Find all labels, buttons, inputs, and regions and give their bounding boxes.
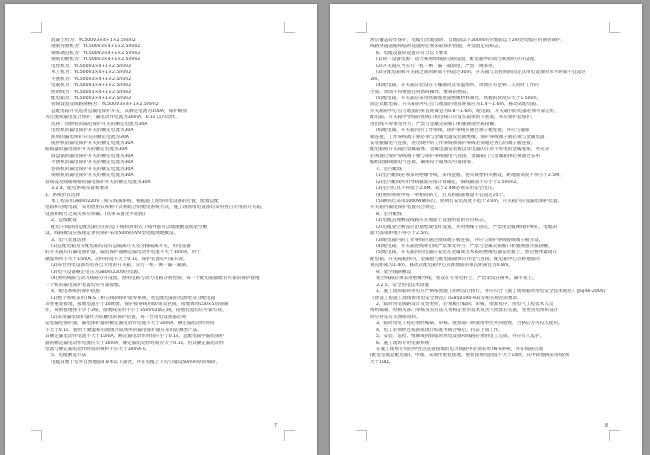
text-line: 安装漏电保护器，漏电保护器的额定漏电动作电流不大于30mA，额定漏电动作时间 xyxy=(45,321,215,327)
text-line: 3、电气装置选择 xyxy=(51,237,87,243)
text-line: 在施工现场专用的中性点直接接地的电力线路中必须采用TN-S系统，并在线路首端 xyxy=(376,347,544,352)
text-line: 6、施工现场专用电源系统 xyxy=(376,340,430,346)
text-line: 大于10Ω。 xyxy=(370,359,394,365)
crop-mark xyxy=(609,22,620,33)
text-line: (1)同一设备电源：动力和照明线路分路设置，配电箱中的动力和照明分开设置。 xyxy=(376,57,539,63)
text-line: 安装板做电气连接，进出线中的工作零线和保护零线必须通过各自的端子板连接。 xyxy=(370,141,536,146)
text-line: 固定式配电箱、开关箱的中心点与地面的垂直距离应为1.4～1.6m，移动式配电箱、 xyxy=(370,102,541,108)
text-line: 配电箱和开关箱的金属箱体、金属电器安装板以及电器的正常不带电的金属底座、外壳等 xyxy=(370,147,550,153)
text-line: (2)室内配线所用导线截面应按计算确定，铜线截面不应小于1.5mm2。 xyxy=(376,179,522,185)
text-line: (5)配电箱、开关箱应采用铁板或优质绝缘材料制作，铁板的厚度应大于1.5mm， xyxy=(376,95,542,101)
text-line: 5、电缆敷设方法 xyxy=(51,353,87,359)
text-line: 平刨机的漏电保护开关的额定电流为30A xyxy=(51,160,134,166)
page-number: 8 xyxy=(604,423,608,429)
text-line: 电锯机为：YC500V3×4+1×2.5mm2 xyxy=(51,83,132,89)
text-line: (2)电缆架空敷设应沿墙壁或电杆设置，并用绝缘子固定，严禁用金属裸线作绑扎，电缆的 xyxy=(376,224,558,230)
text-line: 5、安装、巡检、维修或拆除临时用电设备和线路必须由电工完成，并应有人监护。 xyxy=(376,334,545,340)
text-line: 不大于0.1s，使用于潮湿和有腐蚀介质场所的漏电保护器应采用防溅型产品。 xyxy=(45,327,202,333)
text-line: (2)开关箱应当实行一机一闸一漏一箱制度，严禁一闸多用。 xyxy=(376,63,498,69)
text-line: 卷扬机的漏电保护开关的额定电流为30A xyxy=(51,166,134,172)
text-line: 等处重复接地，接地电阻小于10欧姆，保护接零线用绿/黄双色线，接地体用L50×5角钢制 xyxy=(45,301,229,307)
text-line: 总配电箱开关选用总漏电保护开关，其额定电流为100A，保护级别 xyxy=(51,108,187,114)
text-line: 选择：切断机的漏电保护开关的额定电流为30A xyxy=(51,121,148,127)
text-line: 4、配电系统的保护措施 xyxy=(51,289,100,295)
text-line: 然后覆盖砖作保护，电缆引出地面时，自地面以下200mm至地面以上2m处电缆应用钢管保护， xyxy=(370,38,566,43)
text-line: 组织编制，经相关部门审核及具有法人资格企业的技术负责人批准后实施，变更用电组织设计 xyxy=(370,308,559,314)
text-line: 配电干线除由总配电箱引出的总干线和放射式干线外都可以埋地敷设或架空敷 xyxy=(51,224,208,230)
text-line: 器的额定漏电动作电流应大于30mA，额定漏电动作时间应大于0.1s，但其额定漏电动作 xyxy=(45,340,225,346)
text-line: (配电室或总配电箱)、中端、末端作重复接地，重复接地电阻值不大于10欧，其中接地线采用绿/黄 xyxy=(370,353,570,359)
crop-mark xyxy=(31,22,42,33)
crop-mark xyxy=(284,22,295,33)
text-line: (1)总配电箱及分配电箱均设有总隔离开关及分路隔离开关，用电设备 xyxy=(51,244,191,249)
page-body xyxy=(370,38,608,366)
text-line: 钢筋切断机为：YC500V3×4+1×2.5mm2 xyxy=(51,57,141,63)
text-line: 作，每组接地体不少于2根，接地线采用不小于35mm2铜芯线，接地装置均应可靠有效。 xyxy=(45,308,227,314)
text-line: 电焊机的漏电保护开关的额定电流为30A xyxy=(51,128,134,134)
text-line: 3m。 xyxy=(370,76,382,82)
text-line: 配电箱、开关箱箱体内，金属板与配电箱箱体应作电气连接，配电箱中心点距地面的 xyxy=(370,256,540,262)
text-line: (5)碘钨灯采用1000W碘钨灯，照明灯安装高度不低于3.0m，开关箱内应设漏电保护装置。 xyxy=(376,198,563,204)
text-line: 振捣器的漏电保护开关的额定电流为30A xyxy=(45,147,128,153)
text-line: 电焊机为：YC500V3×4+1×2.5mm2 xyxy=(51,63,132,69)
text-line: (2)每台用电设备均有各自专用的开关箱，实行一机一闸一漏一箱制。 xyxy=(51,263,191,269)
text-line: 开关箱的中心点与地面的垂直距离宜为0.8～1.6m，配电箱、开关箱内的电器必须可靠完好， xyxy=(370,108,560,114)
text-line: (3)配电箱内的工作零线应通过接线端子板连接，并应与保护零线接线端子板分设。 xyxy=(376,237,544,243)
text-line: 管线设及线路规格的漏电保护开关的额定电流为30A xyxy=(45,179,151,185)
text-line: 线路穿越道路和临时设施时必须采取保护措施，并设置走向标志。 xyxy=(370,44,504,50)
text-line: 时应补充有关图纸资料。 xyxy=(370,314,421,320)
text-line: 照明的漏电保护开关的额定电流为30A xyxy=(51,134,129,140)
text-line: 进出线不得承受外力，严禁与金属尖锐断口和强腐蚀介质接触。 xyxy=(370,121,499,127)
text-line: 架空线路必须采用绝缘导线，架设在专用电杆上，严禁架设在树木、脚手架上。 xyxy=(376,276,537,282)
text-line: 电缆直埋于室外自然地面0.8米以下深处，并在电缆上下均匀铺设50mm厚的细砂， xyxy=(51,359,221,365)
text-line: 6、电缆设备的设置应符合以下要求 xyxy=(376,50,448,56)
text-line: 钢筋弯曲机为：YC500V3×4+1×2.5mm2 xyxy=(51,44,141,50)
text-line: 必须通过保护零线端子板与保护零线做电气连接，金属箱门与金属箱体必须通过采用 xyxy=(370,153,540,159)
text-line: 相连接，工作零线端子板必须与金属电器安装板绝缘，保护零线端子板必须与金属电器 xyxy=(370,134,545,140)
text-line: 圆盘锯的漏电保护开关的额定电流为30A xyxy=(51,153,134,159)
text-line: 钢筋机的漏电保护开关的额定电流为30A xyxy=(51,173,134,179)
text-line: 1、施工现场临时用电应严格按照施工组织设计执行，并应符合《施工现场临时用电安全技术规范》(JGJ46-2005) xyxy=(376,289,606,295)
text-line: 设备和相互之间关系应明确。(具体布置见平面图) xyxy=(45,211,146,217)
text-line: 钢筋调直机为：YC500V3×4+1×2.5mm2 xyxy=(51,50,141,56)
text-line: 电流与额定漏电动作时间的乘积不应大于30mA·s。 xyxy=(45,347,150,352)
text-line: 7、室内配线 xyxy=(376,166,402,172)
text-line: (4)照明线路与动力线路分开设置，照明电路与动力电路分别控制，每一个配电箱都配有可靠的保护接地 xyxy=(51,276,260,282)
text-line: 配电箱、开关箱中导线的进线口和出线口应设在箱体的下底面，并应加护套保护， xyxy=(370,115,536,121)
crop-mark xyxy=(31,430,42,441)
document-page-left xyxy=(5,4,317,455)
page-body xyxy=(45,38,283,366)
text-line: 设，线路敷设应按规定穿管保护采用500V的VV型电缆埋地敷设。 xyxy=(45,231,179,237)
text-line: (1)电缆直埋敷设线路应在地面上设置明显的方位标志。 xyxy=(376,218,489,224)
page-number: 7 xyxy=(273,423,277,429)
text-line: 4、电工必须经过按国家现行标准考核合格后，持证上岗工作。 xyxy=(376,327,503,333)
text-line: 混凝土机为：YC500V3×4+1×2.5mm2 xyxy=(51,38,136,43)
text-line: 一个机的漏电保护装置均应可靠接地。 xyxy=(45,282,124,288)
text-line: 空间，周围不得堆放任何妨碍操作、维修的物品。 xyxy=(370,89,472,95)
text-line: (2)采用漏电保护器作为防触电的保护装置，每一台用电设备都必须 xyxy=(51,314,187,320)
text-line: 木工机为：YC500V3×4+1×2.5mm2 xyxy=(51,70,132,76)
text-line: 《建设工程施工现场供用电安全规范》(GB50194-93)等相关规范的要求。 xyxy=(370,295,522,301)
text-line: 搅拌机的漏电保护开关的额定电流为30A xyxy=(51,141,134,146)
text-line: (4)照明系统中每一单相回路上，灯具和插座数量不宜超过25个。 xyxy=(376,192,508,198)
text-line: 3.2.5、安全用电技术措施 xyxy=(376,282,430,288)
text-line: 开关箱内漏电保护装置符合规定。 xyxy=(370,205,439,211)
crop-mark xyxy=(284,430,295,441)
text-line: 2、总线配设 xyxy=(51,218,77,224)
text-line: 照明线为：YC500V3×4+1×2.5mm2 xyxy=(51,89,132,95)
document-page-right xyxy=(330,4,642,455)
text-line: 3.2.4、配电系统布置和要求 xyxy=(51,186,109,192)
text-line: 其额定漏电动作电流不大于15mA，额定漏电动作时间应小于0.1s，总配电箱中漏电保护 xyxy=(45,334,225,340)
crop-mark xyxy=(356,430,367,441)
crop-mark xyxy=(356,22,367,33)
text-line: (6)配电箱、开关箱内的工作零线、保护零线应通过端子板连接，并应与插座 xyxy=(376,128,530,134)
text-line: 3、临时用电工程必须经编制、审核、批准部门和使用单位共同验收，合格后方可投入使用。 xyxy=(376,321,563,327)
text-line: 为过流和漏电复合保护，漏电动作电流为30mA，0.1s 以内动作。 xyxy=(45,115,180,121)
text-line: 9、架空线路敷设 xyxy=(376,269,412,275)
text-line: (3)室内灯具不得低于2.4M，低于2.4M必须采用安全电压。 xyxy=(376,186,497,192)
text-line: 平刨机为：YC500V3×4+1×2.5mm2 xyxy=(51,76,132,82)
text-line: (3)分配电箱和开关箱之间的距离不得超过30m，开关箱与其控制的固定式用电设备的水平距离不宜超过 xyxy=(376,70,586,76)
text-line: 潮湿场所不大于15mA，动作时间不大于0.1s，保护装置均可靠有效。 xyxy=(45,256,188,262)
text-line: 8、室外配线 xyxy=(376,211,402,217)
text-line: 垂直距离为1.4m，移动式配电箱中心点距地面的垂直距离宜为0.8m。 xyxy=(370,263,514,269)
text-line: (5)配电箱、开关箱内的电器应安装在金属或非木质的绝缘电器安装板上，然后整体紧固在 xyxy=(376,250,558,256)
text-line: 最大弧垂距地不得小于2.5m。 xyxy=(370,231,433,237)
text-line: (3)电气设备额定电压为380V/220V的电源。 xyxy=(51,269,143,275)
text-line: 编织软铜线做电气连接，确保每个箱体均可靠接零。 xyxy=(370,160,476,166)
text-line: (1)室内配线必须采用绝缘导线，采用瓷瓶、瓷夹或塑料夹敷设，距地面高度不得小于2.5M。 xyxy=(376,173,564,179)
text-line: 本工程采用380V/220V三相五线制系统，根据施工现场用电设备的位置，配置总配 xyxy=(51,198,219,204)
text-line: (4)配电箱、开关箱进线和出线严禁承受外力，严禁与金属尖锐断口和强腐蚀介质接触。 xyxy=(376,244,553,249)
text-line: (1)整个系统采用TN-S三相五线制保护接零系统，把总配电箱的电源处及分配电箱 xyxy=(51,295,216,301)
crop-mark xyxy=(609,430,620,441)
text-line: 电箱和分配电箱，采用放射式和树干式相结合的配电系统方式，施工现场用电设备均采用各自专用的开关箱， xyxy=(45,205,266,211)
text-line: 的开关箱均有漏电保护器，漏电保护器额定漏电动作电流不大于30mA，用于 xyxy=(45,250,201,256)
text-line: 配电箱为：YC500V3×4+1×2.5mm2 xyxy=(51,95,132,101)
text-line: 2、临时用电线路设计及变更时，必须履行编制、审核、批准程序，由电气工程技术人员 xyxy=(376,301,554,307)
text-line: 1、系统形式选择 xyxy=(45,192,81,198)
text-line: (4)配电箱、开关箱应装设在干燥通风及常温场所，周围应有足够二人同时工作的 xyxy=(376,83,539,89)
text-line: 管线设置及线路规格为：YC500V3×4+1×2.5mm2 xyxy=(51,102,159,108)
